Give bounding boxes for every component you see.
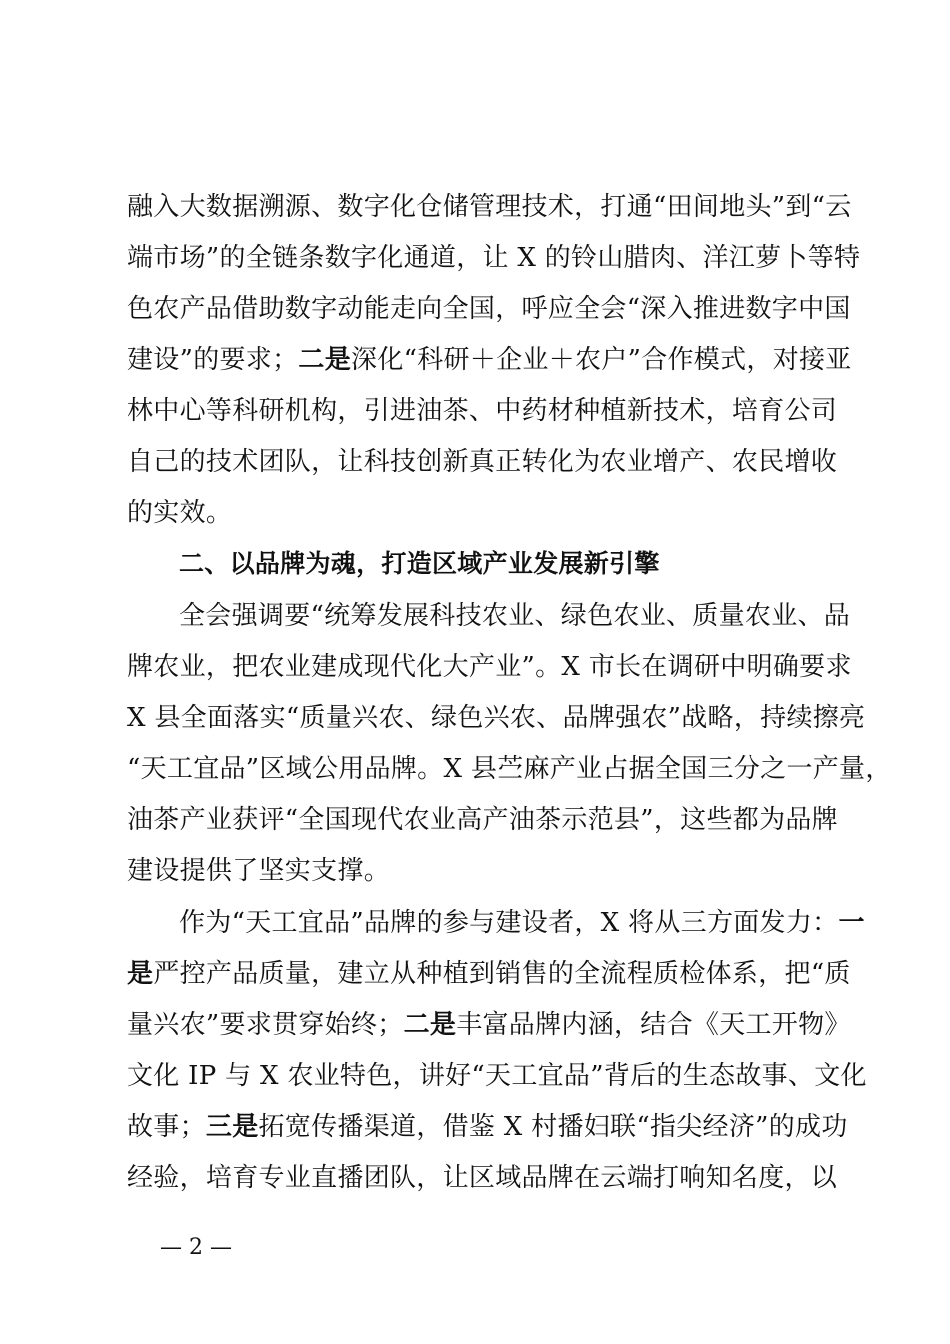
text-run: 量兴农”要求贯穿始终； — [127, 1010, 404, 1040]
text-run: 严控产品质量，建立从种植到销售的全流程质检体系，把“质 — [153, 959, 851, 989]
bold-marker: 二是 — [298, 345, 352, 375]
text-run: 作为“天工宜品”品牌的参与建设者，X 将从三方面发力： — [179, 908, 839, 938]
bold-marker: 三是 — [205, 1112, 259, 1142]
body-line: 建设提供了坚实支撑。 — [127, 856, 391, 886]
text-run: 故事； — [127, 1112, 206, 1142]
body-line: 的实效。 — [127, 498, 233, 528]
bold-marker: 二是 — [403, 1010, 457, 1040]
text-run: 建设”的要求； — [127, 345, 299, 375]
bold-marker: 是 — [127, 959, 154, 989]
body-line — [127, 1105, 847, 1149]
text-run: 丰富品牌内涵，结合《天工开物》 — [456, 1010, 851, 1040]
body-line: 经验，培育专业直播团队，让区域品牌在云端打响知名度，以 — [127, 1163, 838, 1193]
body-line — [127, 952, 851, 996]
text-run: 深化“科研＋企业＋农户”合作模式，对接亚 — [351, 345, 852, 375]
body-line: 自己的技术团队，让科技创新真正转化为农业增产、农民增收 — [127, 447, 838, 477]
body-line: 色农产品借助数字动能走向全国，呼应全会“深入推进数字中国 — [127, 294, 851, 324]
body-line: 文化 IP 与 X 农业特色，讲好“天工宜品”背后的生态故事、文化 — [127, 1061, 867, 1091]
body-line — [127, 338, 852, 382]
text-run: 拓宽传播渠道，借鉴 X 村播妇联“指尖经济”的成功 — [258, 1112, 848, 1142]
body-line: 牌农业，把农业建成现代化大产业”。X 市长在调研中明确要求 — [127, 652, 852, 682]
body-line: “天工宜品”区域公用品牌。X 县苎麻产业占据全国三分之一产量， — [127, 754, 892, 784]
body-line: 端市场”的全链条数字化通道，让 X 的铃山腊肉、洋江萝卜等特 — [127, 243, 861, 273]
body-line: 油茶产业获评“全国现代农业高产油茶示范县”，这些都为品牌 — [127, 805, 838, 835]
bold-marker: 一 — [838, 908, 865, 938]
body-line: 融入大数据溯源、数字化仓储管理技术，打通“田间地头”到“云 — [127, 192, 852, 222]
body-line — [179, 901, 899, 945]
body-line: 林中心等科研机构，引进油茶、中药材种植新技术，培育公司 — [127, 396, 838, 426]
body-line: X 县全面落实“质量兴农、绿色兴农、品牌强农”战略，持续擦亮 — [127, 703, 866, 733]
page-number: — 2 — — [160, 1235, 232, 1260]
body-line: 全会强调要“统筹发展科技农业、绿色农业、质量农业、品 — [179, 601, 851, 631]
section-heading: 二、以品牌为魂，打造区域产业发展新引擎 — [179, 549, 660, 578]
body-line — [127, 1003, 851, 1047]
